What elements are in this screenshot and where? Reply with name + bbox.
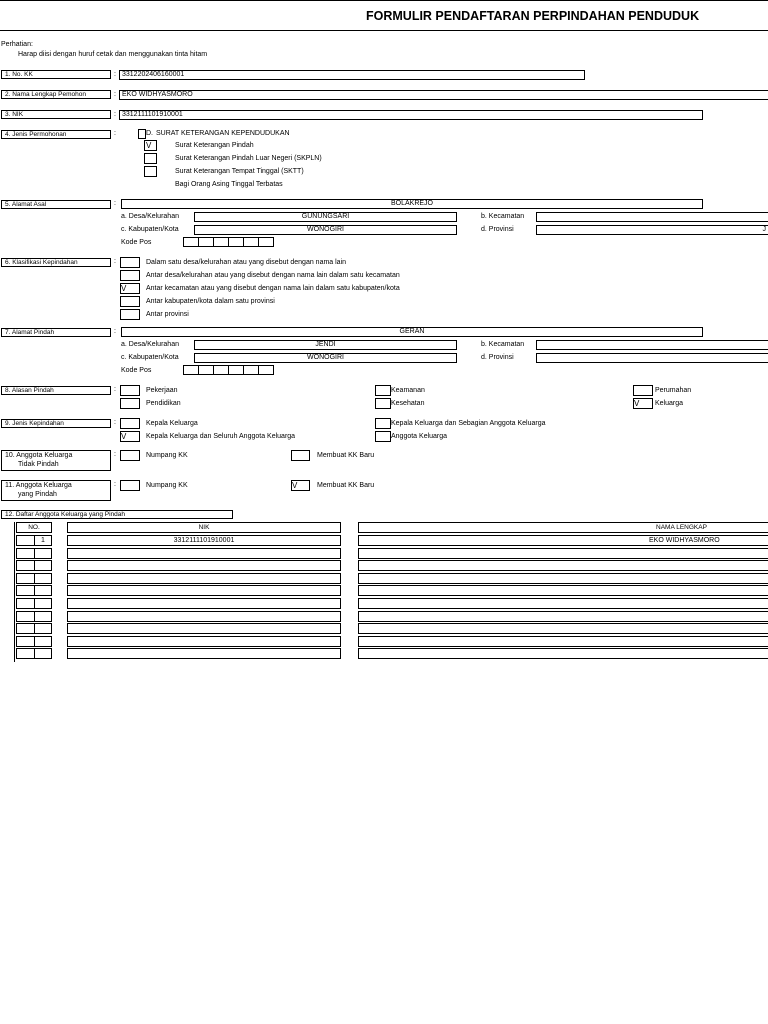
label-no-kk: 1. No. KK bbox=[1, 70, 111, 79]
kepindahan-anggota-checkbox[interactable] bbox=[375, 431, 391, 442]
sktt-note: Bagi Orang Asing Tinggal Terbatas bbox=[175, 181, 283, 188]
row-nik-cell[interactable] bbox=[67, 548, 341, 559]
table-left-border bbox=[14, 522, 15, 662]
col-header-no bbox=[16, 522, 52, 533]
row-nama-cell[interactable] bbox=[358, 636, 768, 647]
col-header-no-text: NO. bbox=[28, 524, 40, 531]
label-alamat-pindah: 7. Alamat Pindah bbox=[1, 328, 111, 337]
pindah-kab-field[interactable]: WONOGIRI bbox=[194, 353, 457, 363]
colon: : bbox=[114, 130, 116, 137]
row-marker-cell bbox=[16, 560, 35, 571]
label-anggota-pindah bbox=[1, 480, 111, 501]
row-no-cell[interactable] bbox=[34, 548, 52, 559]
label-daftar-anggota: 12. Daftar Anggota Keluarga yang Pindah bbox=[1, 510, 233, 519]
row-marker-cell bbox=[16, 611, 35, 622]
klasifikasi-3-label: Antar kecamatan atau yang disebut dengan nama lain dalam satu kabupaten/kota bbox=[146, 285, 400, 292]
permohonan-d-prefix: D. bbox=[146, 130, 153, 137]
klasifikasi-5-label: Antar provinsi bbox=[146, 311, 189, 318]
col-header-nik-text: NIK bbox=[198, 524, 210, 531]
label-nik: 3. NIK bbox=[1, 110, 111, 119]
label-klasifikasi: 6. Klasifikasi Kepindahan bbox=[1, 258, 111, 267]
klasifikasi-2-label: Antar desa/kelurahan atau yang disebut dengan nama lain dalam satu kecamatan bbox=[146, 272, 400, 279]
sktt-checkbox[interactable] bbox=[144, 166, 157, 177]
skpln-checkbox[interactable] bbox=[144, 153, 157, 164]
alasan-pendidikan-checkbox[interactable] bbox=[120, 398, 140, 409]
tidak-pindah-baru-checkbox[interactable] bbox=[291, 450, 310, 461]
row-no-cell[interactable] bbox=[34, 585, 52, 596]
klasifikasi-4-label: Antar kabupaten/kota dalam satu provinsi bbox=[146, 298, 275, 305]
pindah-baru-label: Membuat KK Baru bbox=[317, 482, 375, 489]
row-nik-cell[interactable]: 3312111101910001 bbox=[67, 535, 341, 546]
pindah-baru-checkbox[interactable]: V bbox=[291, 480, 310, 491]
row-marker-cell bbox=[16, 636, 35, 647]
row-nik-cell[interactable] bbox=[67, 573, 341, 584]
colon: : bbox=[114, 71, 116, 78]
col-header-nama bbox=[358, 522, 768, 533]
top-rule bbox=[0, 0, 768, 1]
kepindahan-kk-sebagian-label: Kepala Keluarga dan Sebagian Anggota Keluarga bbox=[391, 420, 546, 427]
pindah-prov-field[interactable] bbox=[536, 353, 768, 363]
anggota-tidak-pindah-line2: Tidak Pindah bbox=[18, 461, 59, 468]
row-nama-cell[interactable] bbox=[358, 623, 768, 634]
row-nik-cell[interactable] bbox=[67, 636, 341, 647]
klasifikasi-3-checkbox[interactable]: V bbox=[120, 283, 140, 294]
nama-pemohon-field[interactable]: EKO WIDHYASMORO bbox=[119, 90, 768, 100]
alasan-keluarga-label: Keluarga bbox=[655, 400, 684, 407]
pindah-numpang-checkbox[interactable] bbox=[120, 480, 140, 491]
row-marker-cell bbox=[16, 573, 35, 584]
kepindahan-anggota-label: Anggota Keluarga bbox=[391, 433, 448, 440]
asal-kodepos-boxes[interactable] bbox=[183, 237, 273, 247]
permohonan-d-checkbox[interactable] bbox=[138, 129, 146, 139]
label-jenis-kepindahan: 9. Jenis Kepindahan bbox=[1, 419, 111, 428]
sktt-label: Surat Keterangan Tempat Tinggal (SKTT) bbox=[175, 168, 304, 175]
title-rule bbox=[0, 30, 768, 31]
row-no-cell[interactable] bbox=[34, 560, 52, 571]
row-nama-cell[interactable] bbox=[358, 598, 768, 609]
kepindahan-kk-label: Kepala Keluarga bbox=[146, 420, 198, 427]
pindah-kec-field[interactable] bbox=[536, 340, 768, 350]
label-jenis-permohonan: 4. Jenis Permohonan bbox=[1, 130, 111, 139]
alasan-pekerjaan-checkbox[interactable] bbox=[120, 385, 140, 396]
asal-prov-value: J bbox=[762, 226, 766, 233]
form-title: FORMULIR PENDAFTARAN PERPINDAHAN PENDUDUK bbox=[366, 9, 700, 23]
row-nama-cell[interactable] bbox=[358, 585, 768, 596]
pindah-kab-label: c. Kabupaten/Kota bbox=[121, 354, 179, 361]
asal-kab-field[interactable]: WONOGIRI bbox=[194, 225, 457, 235]
row-marker-cell bbox=[16, 598, 35, 609]
alasan-perumahan-checkbox[interactable] bbox=[633, 385, 653, 396]
skp-checkbox[interactable]: V bbox=[144, 140, 157, 151]
row-marker-cell bbox=[16, 585, 35, 596]
row-nama-cell[interactable]: EKO WIDHYASMORO bbox=[358, 535, 768, 546]
pindah-desa-field[interactable]: JENDI bbox=[194, 340, 457, 350]
asal-kec-field[interactable] bbox=[536, 212, 768, 222]
row-no-cell[interactable]: 1 bbox=[34, 535, 52, 546]
pindah-kec-label: b. Kecamatan bbox=[481, 341, 525, 348]
kepindahan-kk-seluruh-label: Kepala Keluarga dan Seluruh Anggota Keluarga bbox=[146, 433, 296, 440]
row-nik-cell[interactable] bbox=[67, 623, 341, 634]
alasan-pekerjaan-label: Pekerjaan bbox=[146, 387, 178, 394]
row-marker-cell bbox=[16, 648, 35, 659]
alasan-perumahan-label: Perumahan bbox=[655, 387, 692, 394]
row-nik-cell[interactable] bbox=[67, 560, 341, 571]
row-nama-cell[interactable] bbox=[358, 611, 768, 622]
row-nama-cell[interactable] bbox=[358, 548, 768, 559]
alasan-kesehatan-label: Kesehatan bbox=[391, 400, 425, 407]
row-nik-cell[interactable] bbox=[67, 611, 341, 622]
row-no-cell[interactable] bbox=[34, 623, 52, 634]
colon: : bbox=[114, 451, 116, 458]
skp-label: Surat Keterangan Pindah bbox=[175, 142, 254, 149]
label-alasan-pindah: 8. Alasan Pindah bbox=[1, 386, 111, 395]
col-header-nama-text: NAMA LENGKAP bbox=[656, 524, 707, 531]
row-marker-cell bbox=[16, 548, 35, 559]
asal-prov-label: d. Provinsi bbox=[481, 226, 514, 233]
row-marker-cell bbox=[16, 623, 35, 634]
asal-desa-label: a. Desa/Kelurahan bbox=[121, 213, 179, 220]
klasifikasi-1-checkbox[interactable] bbox=[120, 257, 140, 268]
alasan-keamanan-label: Keamanan bbox=[391, 387, 425, 394]
colon: : bbox=[114, 258, 116, 265]
asal-kodepos-label: Kode Pos bbox=[121, 239, 152, 246]
label-anggota-tidak-pindah bbox=[1, 450, 111, 471]
tidak-pindah-baru-label: Membuat KK Baru bbox=[317, 452, 375, 459]
row-no-cell[interactable] bbox=[34, 573, 52, 584]
alasan-pendidikan-label: Pendidikan bbox=[146, 400, 181, 407]
colon: : bbox=[114, 91, 116, 98]
alasan-keamanan-checkbox[interactable] bbox=[375, 385, 391, 396]
col-header-nik bbox=[67, 522, 341, 533]
klasifikasi-4-checkbox[interactable] bbox=[120, 296, 140, 307]
anggota-pindah-line2: yang Pindah bbox=[18, 491, 57, 498]
colon: : bbox=[114, 481, 116, 488]
colon: : bbox=[114, 386, 116, 393]
alamat-pindah-field[interactable]: GERAN bbox=[121, 327, 703, 337]
colon: : bbox=[114, 419, 116, 426]
pindah-desa-label: a. Desa/Kelurahan bbox=[121, 341, 179, 348]
pindah-kodepos-boxes[interactable] bbox=[183, 365, 273, 375]
anggota-pindah-line1: 11. Anggota Keluarga bbox=[5, 482, 72, 489]
label-nama-pemohon: 2. Nama Lengkap Pemohon bbox=[1, 90, 111, 99]
asal-kec-label: b. Kecamatan bbox=[481, 213, 525, 220]
asal-prov-field[interactable] bbox=[536, 225, 768, 235]
colon: : bbox=[114, 328, 116, 335]
tidak-pindah-numpang-checkbox[interactable] bbox=[120, 450, 140, 461]
row-no-cell[interactable] bbox=[34, 648, 52, 659]
colon: : bbox=[114, 200, 116, 207]
notice-text: Harap diisi dengan huruf cetak dan menggunakan tinta hitam bbox=[18, 51, 208, 58]
row-nik-cell[interactable] bbox=[67, 648, 341, 659]
klasifikasi-2-checkbox[interactable] bbox=[120, 270, 140, 281]
tidak-pindah-numpang-label: Numpang KK bbox=[146, 452, 188, 459]
alamat-asal-field[interactable]: BOLAKREJO bbox=[121, 199, 703, 209]
pindah-numpang-label: Numpang KK bbox=[146, 482, 188, 489]
no-kk-field[interactable]: 3312202406160001 bbox=[119, 70, 585, 80]
colon: : bbox=[114, 111, 116, 118]
anggota-tidak-pindah-line1: 10. Anggota Keluarga bbox=[5, 452, 73, 459]
row-nama-cell[interactable] bbox=[358, 648, 768, 659]
kepindahan-kk-seluruh-checkbox[interactable]: V bbox=[120, 431, 140, 442]
row-nama-cell[interactable] bbox=[358, 560, 768, 571]
nik-field[interactable]: 3312111101910001 bbox=[119, 110, 703, 120]
klasifikasi-1-label: Dalam satu desa/kelurahan atau yang disebut dengan nama lain bbox=[146, 259, 347, 266]
row-no-cell[interactable] bbox=[34, 611, 52, 622]
row-no-cell[interactable] bbox=[34, 636, 52, 647]
row-nik-cell[interactable] bbox=[67, 585, 341, 596]
permohonan-heading: SURAT KETERANGAN KEPENDUDUKAN bbox=[156, 130, 290, 137]
klasifikasi-5-checkbox[interactable] bbox=[120, 309, 140, 320]
kepindahan-kk-sebagian-checkbox[interactable] bbox=[375, 418, 391, 429]
pindah-kodepos-label: Kode Pos bbox=[121, 367, 152, 374]
label-alamat-asal: 5. Alamat Asal bbox=[1, 200, 111, 209]
asal-kab-label: c. Kabupaten/Kota bbox=[121, 226, 179, 233]
row-marker-cell bbox=[16, 535, 35, 546]
asal-desa-field[interactable]: GUNUNGSARI bbox=[194, 212, 457, 222]
alasan-keluarga-checkbox[interactable]: V bbox=[633, 398, 653, 409]
pindah-prov-label: d. Provinsi bbox=[481, 354, 514, 361]
row-no-cell[interactable] bbox=[34, 598, 52, 609]
kepindahan-kk-checkbox[interactable] bbox=[120, 418, 140, 429]
row-nama-cell[interactable] bbox=[358, 573, 768, 584]
skpln-label: Surat Keterangan Pindah Luar Negeri (SKPLN) bbox=[175, 155, 322, 162]
notice-heading: Perhatian: bbox=[1, 41, 33, 48]
alasan-kesehatan-checkbox[interactable] bbox=[375, 398, 391, 409]
row-nik-cell[interactable] bbox=[67, 598, 341, 609]
